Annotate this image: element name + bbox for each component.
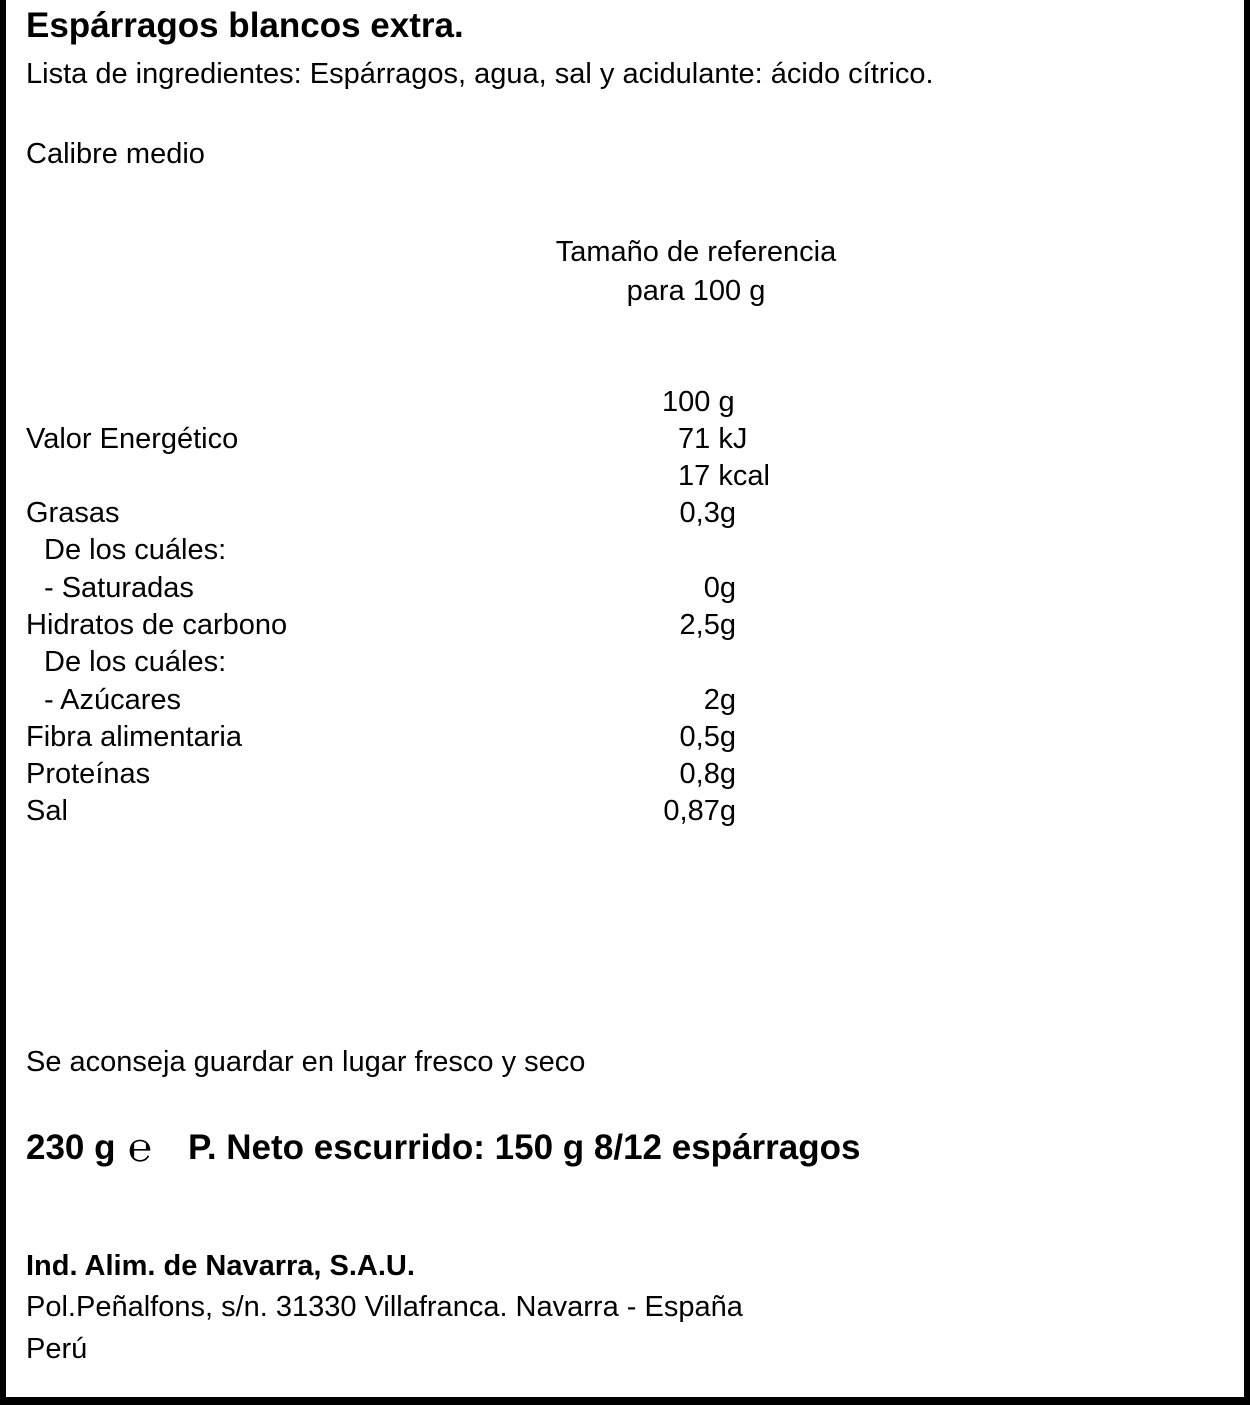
energy-kj: 71 kJ — [678, 423, 748, 455]
nutrition-row-value: 2g — [703, 684, 736, 716]
origin-country: Perú — [26, 1333, 88, 1365]
nutrition-row-value: 0g — [703, 572, 736, 604]
nutrition-row-label: Proteínas — [26, 758, 151, 790]
nutrition-row-value: 0,8g — [679, 758, 736, 790]
net-weight: 230 g — [26, 1128, 116, 1167]
product-label — [6, 0, 1244, 1397]
storage-advice: Se aconseja guardar en lugar fresco y seco — [26, 1046, 586, 1078]
reference-size-line2: para 100 g — [626, 275, 766, 307]
nutrition-row-value: 0,87g — [663, 795, 736, 827]
nutrition-row-label: De los cuáles: — [44, 534, 227, 566]
nutrition-row-label: Fibra alimentaria — [26, 721, 242, 753]
reference-size-line1: Tamaño de referencia — [555, 236, 837, 268]
ingredients-list: Lista de ingredientes: Espárragos, agua, sal y acidulante: ácido cítrico. — [26, 58, 934, 90]
nutrition-row-label: Hidratos de carbono — [26, 609, 288, 641]
nutrition-row-label: Grasas — [26, 497, 120, 529]
energy-kcal: 17 kcal — [678, 460, 770, 492]
caliber-text: Calibre medio — [26, 138, 205, 170]
estimated-sign-icon: ℮ — [128, 1125, 153, 1170]
energy-label: Valor Energético — [26, 423, 239, 455]
nutrition-row-label: - Azúcares — [44, 684, 181, 716]
manufacturer-address: Pol.Peñalfons, s/n. 31330 Villafranca. Navarra - España — [26, 1291, 743, 1323]
nutrition-row-value: 0,5g — [679, 721, 736, 753]
nutrition-row-value: 2,5g — [679, 609, 736, 641]
drained-weight: P. Neto escurrido: 150 g 8/12 espárragos — [188, 1128, 861, 1167]
nutrition-row-label: Sal — [26, 795, 68, 827]
manufacturer-name: Ind. Alim. de Navarra, S.A.U. — [26, 1250, 415, 1282]
nutrition-row-label: De los cuáles: — [44, 646, 227, 678]
nutrition-row-value: 0,3g — [679, 497, 736, 529]
nutrition-column-header: 100 g — [662, 386, 735, 418]
nutrition-row-label: - Saturadas — [44, 572, 194, 604]
product-title: Espárragos blancos extra. — [26, 6, 464, 45]
